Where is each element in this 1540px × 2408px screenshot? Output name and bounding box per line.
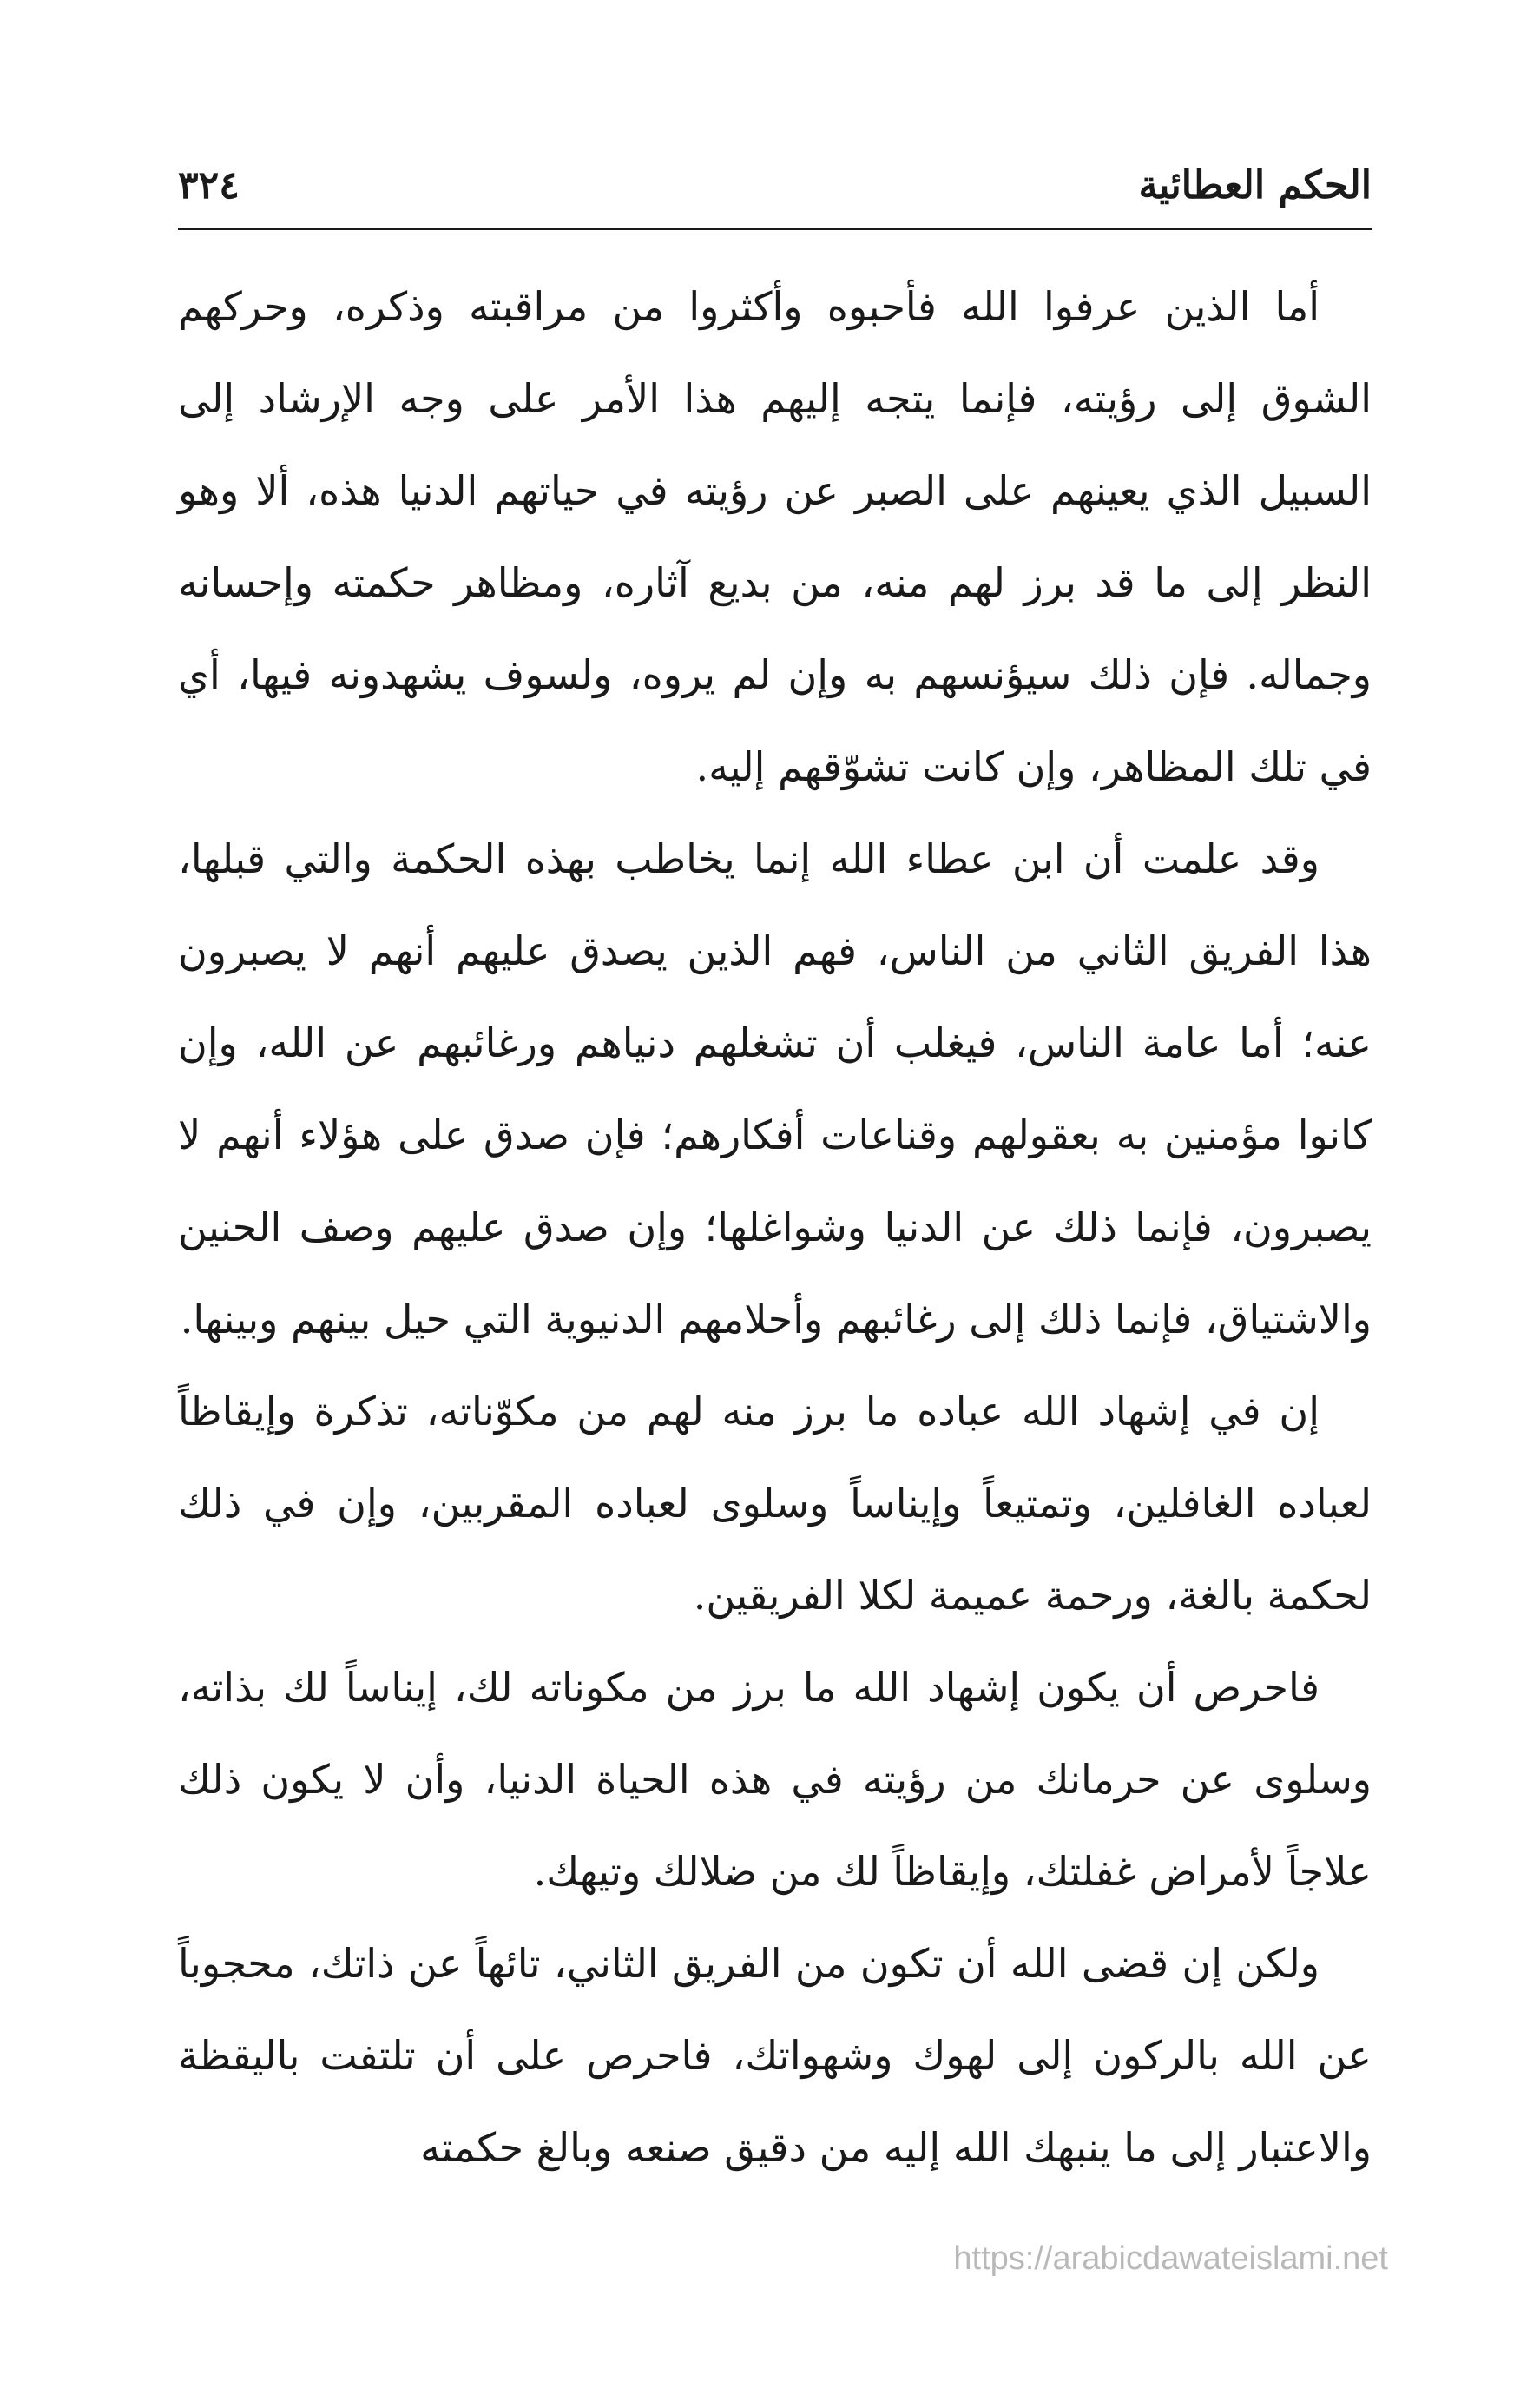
paragraph-4: فاحرص أن يكون إشهاد الله ما برز من مكوناته لك، إيناساً لك بذاته، وسلوى عن حرمانك من رؤيته في هذه الحياة الدنيا، وأن لا يكون ذلك علاجاً لأمراض غفلتك، وإيقاظاً لك من ضلالك وتيهك. — [178, 1664, 1372, 1895]
paragraph-1: أما الذين عرفوا الله فأحبوه وأكثروا من مراقبته وذكره، وحركهم الشوق إلى رؤيته، فإنما يتجه إليهم هذا الأمر على وجه الإرشاد إلى السبيل الذي يعينهم على الصبر عن رؤيته في حياتهم الدنيا هذه، ألا وهو النظر إلى ما قد برز لهم منه، من بديع آثاره، ومظاهر حكمته وإحسانه وجماله. فإن ذلك سيؤنسهم به وإن لم يروه، ولسوف يشهدونه فيها، أي في تلك المظاهر، وإن كانت تشوّقهم إليه. — [178, 283, 1372, 790]
running-header — [178, 148, 1372, 226]
page-body — [178, 261, 1372, 2194]
source-watermark: https://arabicdawateislami.net — [953, 2240, 1388, 2277]
page-number: ٣٢٤ — [178, 163, 240, 208]
paragraph-2: وقد علمت أن ابن عطاء الله إنما يخاطب بهذه الحكمة والتي قبلها، هذا الفريق الثاني من الناس، فهم الذين يصدق عليهم أنهم لا يصبرون عنه؛ أما عامة الناس، فيغلب أن تشغلهم دنياهم ورغائبهم عن الله، وإن كانوا مؤمنين به بعقولهم وقناعات أفكارهم؛ فإن صدق على هؤلاء أنهم لا يصبرون، فإنما ذلك عن الدنيا وشواغلها؛ وإن صدق عليهم وصف الحنين والاشتياق، فإنما ذلك إلى رغائبهم وأحلامهم الدنيوية التي حيل بينهم وبينها. — [178, 835, 1372, 1343]
header-divider — [178, 228, 1372, 230]
paragraph-3: إن في إشهاد الله عباده ما برز منه لهم من مكوّناته، تذكرة وإيقاظاً لعباده الغافلين، وتمتيعاً وإيناساً وسلوى لعباده المقربين، وإن في ذلك لحكمة بالغة، ورحمة عميمة لكلا الفريقين. — [178, 1388, 1372, 1619]
book-title: الحكم العطائية — [1138, 163, 1372, 208]
paragraph-5: ولكن إن قضى الله أن تكون من الفريق الثاني، تائهاً عن ذاتك، محجوباً عن الله بالركون إلى لهوك وشهواتك، فاحرص على أن تلتفت باليقظة والاعتبار إلى ما ينبهك الله إليه من دقيق صنعه وبالغ حكمته — [178, 1940, 1372, 2171]
